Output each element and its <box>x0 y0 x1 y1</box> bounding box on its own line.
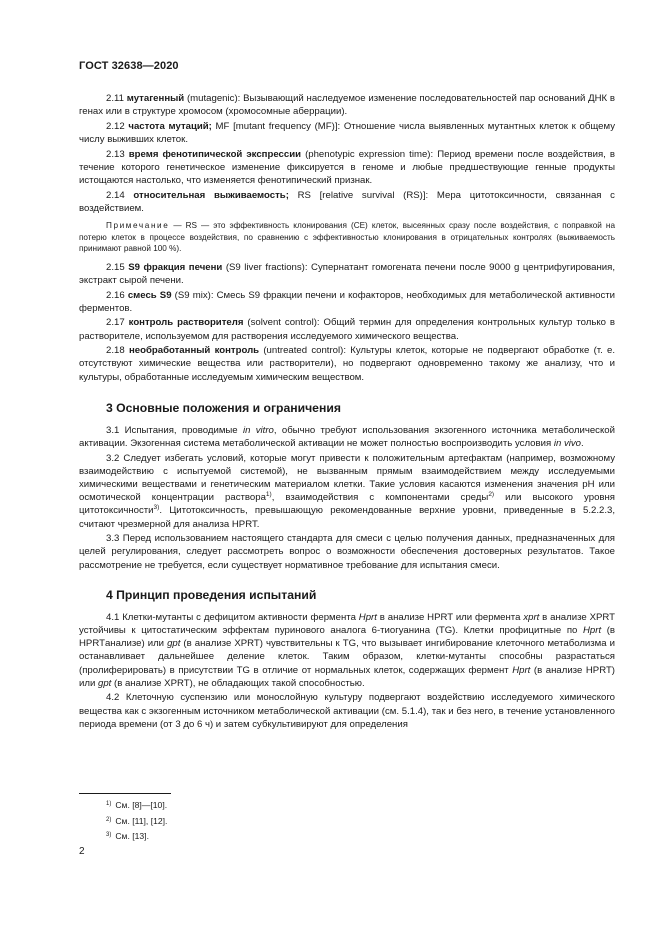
definition-2-17: 2.17 контроль растворителя (solvent control): Общий термин для определения контрольных культур только в растворителе, используемом для растворения исследуемого химического вещества. <box>79 317 616 342</box>
definition-2-12: 2.12 частота мутаций; MF [mutant frequency (MF)]: Отношение числа выявленных мутантных клеток к общему числу выживших клеток. <box>79 120 615 145</box>
section-4-heading: 4 Принцип проведения испытаний <box>106 587 317 602</box>
term: смесь S9 <box>127 289 172 301</box>
definition-2-13: 2.13 время фенотипической экспрессии (phenotypic expression time): Период времени после воздействия, в течение которого генетическое изменение фиксируется в геноме и любые предшествующие генные продукты истощаются настолько, что изменяется фенотипический признак. <box>79 148 615 186</box>
paragraph-3-1: 3.1 Испытания, проводимые in vitro, обычно требуют использования экзогенного источника метаболической активации. Экзогенная система метаболической активации не может полностью воспроизводить условия in vivo. <box>79 424 615 449</box>
term: S9 фракция печени <box>128 261 223 273</box>
section-3-heading: 3 Основные положения и ограничения <box>106 400 341 415</box>
footnote-2: $^{2)}$ См. [11], [12]. <box>106 815 168 826</box>
note <box>79 220 615 255</box>
term: время фенотипической экспрессии <box>128 148 302 160</box>
paragraph-3-2: 3.2 Следует избегать условий, которые могут привести к положительным артефактам (например, возможному взаимодействию с испытуемой системой), не вызванным прямым взаимодействием между исследуемыми химическими веществами и генетическим материалом клетки. Такие условия касаются изменения значения pH или осмотической концентрации раствора$^{1)}$, взаимодействия с компонентами среды$^{2)}$ или высокого уровня цитотоксичности$^{3)}$. Цитотоксичность, превышающую рекомендованные верхние уровни, приведенные в 5.2.2.3, считают чрезмерной для анализа HPRT. <box>79 452 615 530</box>
note-text: — RS — это эффективность клонирования (CE) клеток, высеянных сразу после воздействия, с поправкой на потерю клеток в процессе воздействия, по сравнению с эффективностью клонирования в отрицательных контролях (выживаемость принимают равной 100 %). <box>79 221 615 254</box>
term: частота мутаций; <box>128 120 212 132</box>
footnotes <box>106 798 167 845</box>
paragraph-4-1: 4.1 Клетки-мутанты с дефицитом активности фермента Hprt в анализе HPRT или фермента xprt в анализе XPRT устойчивы к цитостатическим эффектам пуринового аналога 6-тиогуанина (TG). Клетки профицитные по Hprt (в HPRTанализе) или gpt (в анализе XPRT) чувствительны к TG, что вызывает ингибирование клеточного метаболизма и останавливает дальнейшее деление клеток. Таким образом, клетки-мутанты способны разрастаться (пролиферировать) в присутствии TG в отличие от нормальных клеток, содержащих фермент Hprt (в анализе HPRT) или gpt (в анализе XPRT), не обладающих такой способностью. <box>79 611 616 689</box>
definition-2-16: 2.16 смесь S9 (S9 mix): Смесь S9 фракции печени и кофакторов, необходимых для метаболической активности ферментов. <box>79 289 616 314</box>
footnote-ref: 3) <box>153 504 160 512</box>
definition-2-18: 2.18 необработанный контроль (untreated control): Культуры клеток, которые не подвергают обработке (т. е. отсутствуют химические вещества или растворители), но подвергают одновременно такому же анализу, что и культуры, обработанные исследуемым химическим веществом. <box>79 345 616 383</box>
footnote-ref: 2) <box>488 491 495 499</box>
paragraph-4-2: 4.2 Клеточную суспензию или монослойную культуру подвергают воздействию исследуемого химического вещества как с экзогенным источником метаболической активации (см. 5.1.4), так и без него, в течение установленного периода времени (от 3 до 6 ч) и затем субкультивируют для определения <box>79 692 615 730</box>
definition-2-15: 2.15 S9 фракция печени (S9 liver fractions): Супернатант гомогената печени после 9000 g центрифугирования, экстракт сырой печени. <box>79 261 615 286</box>
page-number: 2 <box>79 846 85 857</box>
term: необработанный контроль <box>128 345 260 357</box>
note-label: Примечание <box>106 221 170 230</box>
definition-2-14: 2.14 относительная выживаемость; RS [relative survival (RS)]: Мера цитотоксичности, связанная с воздействием. <box>79 189 615 214</box>
page-content <box>79 92 615 732</box>
definition-2-11: 2.11 мутагенный (mutagenic): Вызывающий наследуемое изменение последовательностей пар оснований ДНК в генах или в структуре хромосом (хромосомные аберрации). <box>79 93 615 118</box>
paragraph-3-3: 3.3 Перед использованием настоящего стандарта для смеси с целью получения данных, предназначенных для целей регулирования, следует рассмотреть вопрос о возможности обеспечения достоверных результатов. Такое рассмотрение не требуется, если существует нормативное требование для испытания смеси. <box>79 533 615 571</box>
document-header: ГОСТ 32638—2020 <box>79 60 179 72</box>
footnote-1: $^{1)}$ См. [8]—[10]. <box>106 800 168 810</box>
footnote-divider <box>79 793 171 794</box>
term: контроль растворителя <box>128 317 244 329</box>
footnote-ref: 1) <box>265 491 272 499</box>
term: мутагенный <box>126 93 185 104</box>
term: относительная выживаемость; <box>133 189 289 201</box>
footnote-3: $^{3)}$ См. [13]. <box>106 831 149 842</box>
